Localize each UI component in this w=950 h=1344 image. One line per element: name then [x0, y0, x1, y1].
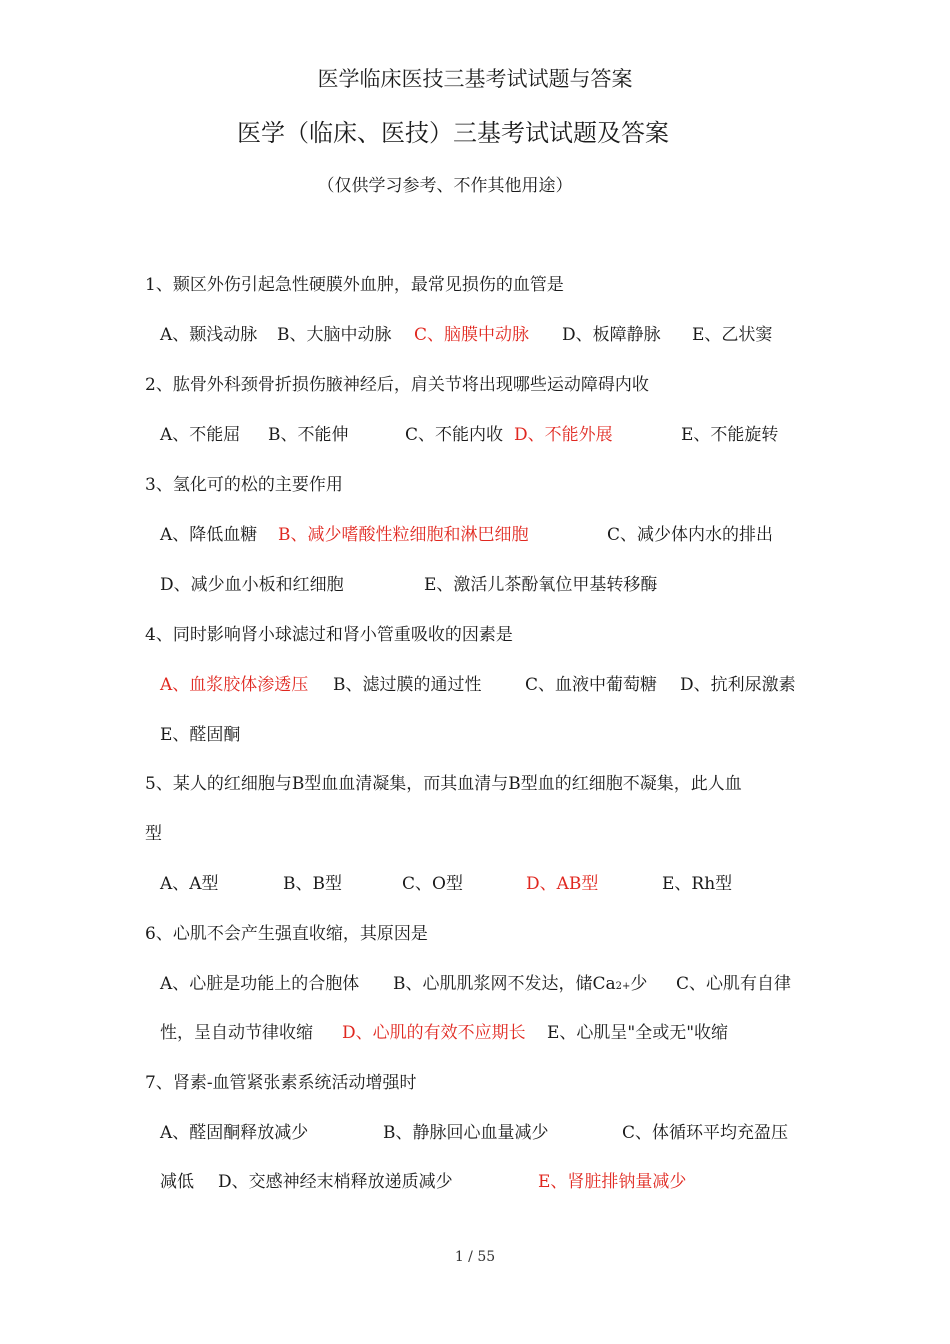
- q6-option-b-text-end: 少: [630, 974, 648, 994]
- q4-option-c: C、血液中葡萄糖: [525, 675, 658, 695]
- q7-option-c: C、体循环平均充盈压: [622, 1123, 789, 1143]
- question-6: 6、心肌不会产生强直收缩，其原因是: [145, 924, 428, 944]
- q3-option-e: E、激活儿茶酚氧位甲基转移酶: [424, 575, 658, 595]
- q1-option-d: D、板障静脉: [562, 325, 661, 345]
- q3-option-d: D、减少血小板和红细胞: [160, 575, 344, 595]
- q3-option-b-answer: B、减少嗜酸性粒细胞和淋巴细胞: [278, 525, 529, 545]
- q1-option-a: A、颞浅动脉: [160, 325, 258, 345]
- q2-option-d-answer: D、不能外展: [514, 425, 613, 445]
- question-5-line-2: 型: [145, 824, 162, 844]
- question-5-line-1: 5、某人的红细胞与B型血血清凝集，而其血清与B型血的红细胞不凝集，此人血: [145, 774, 742, 794]
- q2-option-a: A、不能屈: [160, 425, 241, 445]
- q7-option-c-continued: 减低: [160, 1172, 194, 1192]
- q6-option-c-continued: 性，呈自动节律收缩: [160, 1023, 313, 1043]
- q1-option-b: B、大脑中动脉: [277, 325, 392, 345]
- q5-option-b: B、B型: [283, 874, 342, 894]
- question-2: 2、肱骨外科颈骨折损伤腋神经后，肩关节将出现哪些运动障碍内收: [145, 375, 649, 395]
- q3-option-a: A、降低血糖: [160, 525, 258, 545]
- q6-option-a: A、心脏是功能上的合胞体: [160, 974, 360, 994]
- question-7: 7、肾素-血管紧张素系统活动增强时: [145, 1073, 417, 1093]
- document-title: 医学临床医技三基考试试题与答案: [317, 67, 633, 91]
- q4-option-b: B、滤过膜的通过性: [333, 675, 482, 695]
- q6-option-b-text: B、心肌肌浆网不发达，储Ca: [393, 974, 616, 994]
- q2-option-c: C、不能内收: [405, 425, 504, 445]
- question-4: 4、同时影响肾小球滤过和肾小管重吸收的因素是: [145, 625, 513, 645]
- q1-option-c-answer: C、脑膜中动脉: [414, 325, 530, 345]
- q5-option-a: A、A型: [160, 874, 219, 894]
- q6-option-e: E、心肌呈"全或无"收缩: [547, 1023, 729, 1043]
- q4-option-a-answer: A、血浆胶体渗透压: [160, 675, 309, 695]
- q6-option-b-superscript: 2+: [615, 981, 631, 992]
- q7-option-b: B、静脉回心血量减少: [383, 1123, 549, 1143]
- q2-option-e: E、不能旋转: [681, 425, 779, 445]
- q7-option-a: A、醛固酮释放减少: [160, 1123, 309, 1143]
- document-heading: 医学（临床、医技）三基考试试题及答案: [237, 119, 669, 147]
- q4-option-d: D、抗利尿激素: [680, 675, 796, 695]
- q5-option-d-answer: D、AB型: [526, 874, 599, 894]
- q3-option-c: C、减少体内水的排出: [607, 525, 774, 545]
- q6-option-b: [393, 973, 647, 998]
- q6-option-c: C、心肌有自律: [676, 974, 792, 994]
- q6-option-d-answer: D、心肌的有效不应期长: [342, 1023, 526, 1043]
- q2-option-b: B、不能伸: [268, 425, 349, 445]
- question-3: 3、氢化可的松的主要作用: [145, 475, 343, 495]
- document-subtitle: （仅供学习参考、不作其他用途）: [317, 176, 573, 196]
- question-1: 1、颞区外伤引起急性硬膜外血肿，最常见损伤的血管是: [145, 275, 564, 295]
- q1-option-e: E、乙状窦: [692, 325, 773, 345]
- page-number: 1 / 55: [454, 1249, 496, 1265]
- q5-option-e: E、Rh型: [662, 874, 733, 894]
- q7-option-e-answer: E、肾脏排钠量减少: [538, 1172, 687, 1192]
- q4-option-e: E、醛固酮: [160, 725, 241, 745]
- q5-option-c: C、O型: [402, 874, 463, 894]
- q7-option-d: D、交感神经末梢释放递质减少: [218, 1172, 453, 1192]
